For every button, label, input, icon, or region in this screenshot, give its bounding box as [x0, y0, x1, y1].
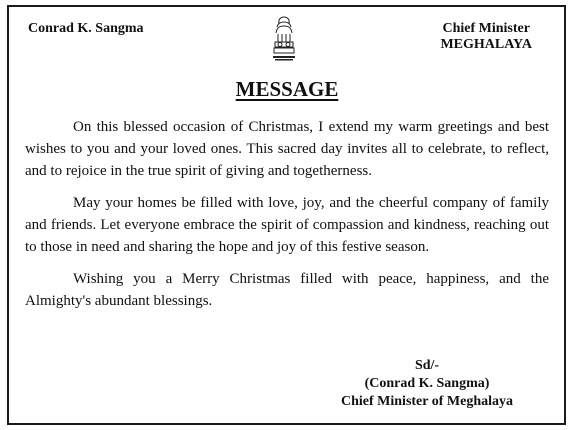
paragraph-1: On this blessed occasion of Christmas, I extend my warm greetings and best wishes to you and your loved ones. This sacred day invites all to celebrate, to reflect, and to rejoice in the true spirit of giving and togetherness.	[25, 119, 549, 179]
signature-block	[300, 357, 554, 411]
designation-line-1: Chief Minister	[442, 21, 530, 36]
page-title-text: MESSAGE	[235, 77, 339, 101]
signature-designation: Chief Minister of Meghalaya	[341, 394, 513, 409]
national-emblem-icon	[270, 14, 298, 64]
message-body	[25, 116, 549, 322]
sender-name: Conrad K. Sangma	[28, 21, 144, 36]
designation-header	[440, 21, 532, 53]
designation-line-2: MEGHALAYA	[440, 37, 532, 52]
signature-name: (Conrad K. Sangma)	[364, 376, 490, 391]
signature-sd: Sd/-	[414, 358, 440, 373]
page-title	[0, 77, 574, 102]
paragraph-2: May your homes be filled with love, joy, and the cheerful company of family and friends. Let everyone embrace the spirit of compassion and kindness, reaching out to those in need and sharing the hope and joy of this festive season.	[25, 195, 549, 255]
paragraph-3: Wishing you a Merry Christmas filled with peace, happiness, and the Almighty's abundant blessings.	[25, 271, 549, 309]
